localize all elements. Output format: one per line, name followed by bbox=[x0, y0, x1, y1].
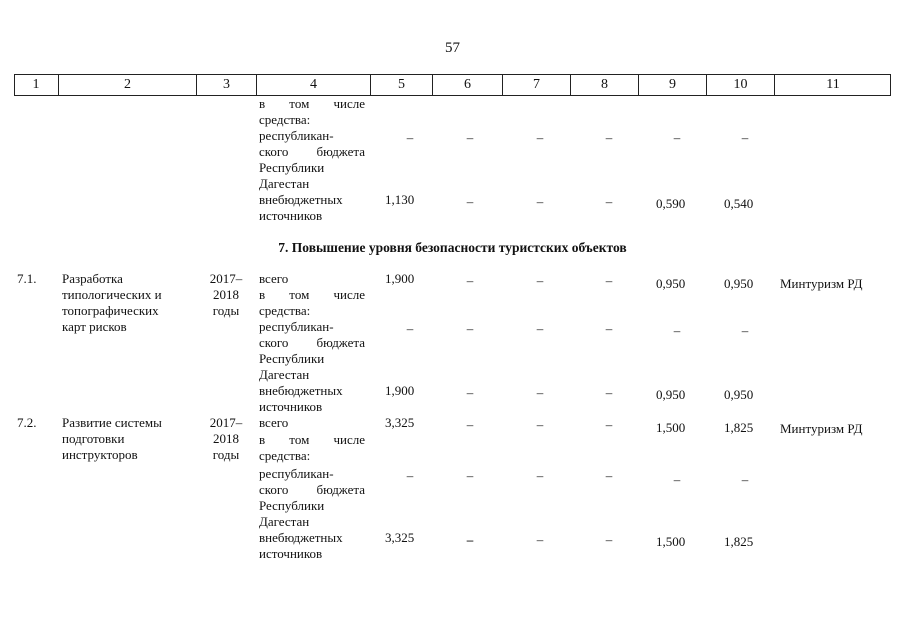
funding-label: ского бюджета bbox=[259, 144, 365, 159]
column-header: 6 bbox=[432, 74, 502, 96]
value-cell: 0,950 bbox=[724, 276, 754, 291]
column-header: 3 bbox=[196, 74, 256, 96]
row-name-line: Развитие системы bbox=[62, 415, 162, 430]
value-cell: 3,325 bbox=[385, 530, 415, 545]
funding-label: всего bbox=[259, 271, 289, 286]
row-name-line: топографических bbox=[62, 303, 159, 318]
value-dash: – bbox=[466, 194, 474, 209]
value-dash: – bbox=[466, 273, 474, 288]
value-cell: 1,500 bbox=[656, 420, 686, 435]
value-dash: – bbox=[605, 417, 613, 432]
funding-label: ского бюджета bbox=[259, 335, 365, 350]
value-dash: – bbox=[406, 321, 414, 336]
value-cell: 0,590 bbox=[656, 196, 686, 211]
executor-cell: Минтуризм РД bbox=[780, 276, 863, 291]
funding-label: в том числе bbox=[259, 287, 365, 302]
value-dash: – bbox=[466, 130, 474, 145]
value-dash: – bbox=[605, 468, 613, 483]
column-header: 7 bbox=[502, 74, 570, 96]
value-cell: 0,950 bbox=[724, 387, 754, 402]
value-dash: – bbox=[466, 321, 474, 336]
section-title: 7. Повышение уровня безопасности туристских объектов bbox=[278, 240, 627, 255]
value-cell: 0,540 bbox=[724, 196, 754, 211]
row-name-line: карт рисков bbox=[62, 319, 127, 334]
row-years: 2017– bbox=[209, 271, 243, 286]
row-years: 2018 bbox=[213, 431, 239, 446]
funding-label: Республики bbox=[259, 160, 325, 175]
funding-label: внебюджетных bbox=[259, 383, 343, 398]
funding-label: ского бюджета bbox=[259, 482, 365, 497]
executor-cell: Минтуризм РД bbox=[780, 421, 863, 436]
funding-label: республикан- bbox=[259, 128, 334, 143]
value-dash: – bbox=[466, 417, 474, 432]
column-header: 11 bbox=[774, 74, 891, 96]
column-header: 2 bbox=[58, 74, 196, 96]
funding-label: всего bbox=[259, 415, 289, 430]
value-dash: – bbox=[536, 417, 544, 432]
value-cell: 1,900 bbox=[385, 271, 415, 286]
row-name-line: подготовки bbox=[62, 431, 125, 446]
value-cell: 0,950 bbox=[656, 387, 686, 402]
row-name-line: Разработка bbox=[62, 271, 123, 286]
column-header: 8 bbox=[570, 74, 638, 96]
value-dash: – bbox=[536, 273, 544, 288]
funding-label: внебюджетных bbox=[259, 192, 343, 207]
column-header: 10 bbox=[706, 74, 774, 96]
column-header: 5 bbox=[370, 74, 432, 96]
value-cell: 1,825 bbox=[724, 420, 754, 435]
value-dash: – bbox=[536, 321, 544, 336]
value-cell: 1,130 bbox=[385, 192, 415, 207]
value-dash: – bbox=[536, 130, 544, 145]
funding-label: средства: bbox=[259, 448, 311, 463]
row-name-line: инструкторов bbox=[62, 447, 138, 462]
value-dash: – bbox=[536, 468, 544, 483]
row-years: 2018 bbox=[213, 287, 239, 302]
value-dash: – bbox=[605, 273, 613, 288]
column-header: 1 bbox=[32, 77, 40, 92]
funding-label: внебюджетных bbox=[259, 530, 343, 545]
value-dash: – bbox=[605, 194, 613, 209]
value-dash: – bbox=[406, 130, 414, 145]
funding-label: источников bbox=[259, 399, 323, 414]
funding-label: средства: bbox=[259, 303, 311, 318]
value-dash: – bbox=[605, 385, 613, 400]
row-years: годы bbox=[212, 447, 240, 462]
value-dash: – bbox=[741, 323, 749, 338]
value-cell: 3,325 bbox=[385, 415, 415, 430]
funding-label: в том числе bbox=[259, 96, 365, 111]
value-dash: – bbox=[466, 532, 474, 547]
value-dash: – bbox=[466, 385, 474, 400]
funding-label: средства: bbox=[259, 112, 311, 127]
funding-label: Дагестан bbox=[259, 176, 310, 191]
value-cell: 0,950 bbox=[656, 276, 686, 291]
column-header: 4 bbox=[256, 74, 370, 96]
value-dash: – bbox=[605, 130, 613, 145]
value-dash: – bbox=[536, 385, 544, 400]
row-name-line: типологических и bbox=[62, 287, 162, 302]
value-dash: – bbox=[605, 321, 613, 336]
column-header: 9 bbox=[638, 74, 706, 96]
value-cell: 1,500 bbox=[656, 534, 686, 549]
funding-label: Дагестан bbox=[259, 514, 310, 529]
value-dash: – bbox=[741, 472, 749, 487]
row-number: 7.2. bbox=[17, 415, 37, 430]
value-dash: – bbox=[466, 468, 474, 483]
funding-label: источников bbox=[259, 546, 323, 561]
value-dash: – bbox=[673, 323, 681, 338]
row-years: 2017– bbox=[209, 415, 243, 430]
value-dash: – bbox=[605, 532, 613, 547]
page-number: 57 bbox=[445, 40, 460, 56]
funding-label: Дагестан bbox=[259, 367, 310, 382]
row-years: годы bbox=[212, 303, 240, 318]
funding-label: республикан- bbox=[259, 319, 334, 334]
funding-label: источников bbox=[259, 208, 323, 223]
value-dash: – bbox=[673, 472, 681, 487]
funding-label: Республики bbox=[259, 351, 325, 366]
value-dash: – bbox=[673, 130, 681, 145]
funding-label: республикан- bbox=[259, 466, 334, 481]
value-cell: 1,900 bbox=[385, 383, 415, 398]
value-dash: – bbox=[406, 468, 414, 483]
funding-label: Республики bbox=[259, 498, 325, 513]
value-dash: – bbox=[536, 194, 544, 209]
value-dash: – bbox=[741, 130, 749, 145]
value-cell: 1,825 bbox=[724, 534, 754, 549]
row-number: 7.1. bbox=[17, 271, 37, 286]
value-dash: – bbox=[536, 532, 544, 547]
funding-label: в том числе bbox=[259, 432, 365, 447]
